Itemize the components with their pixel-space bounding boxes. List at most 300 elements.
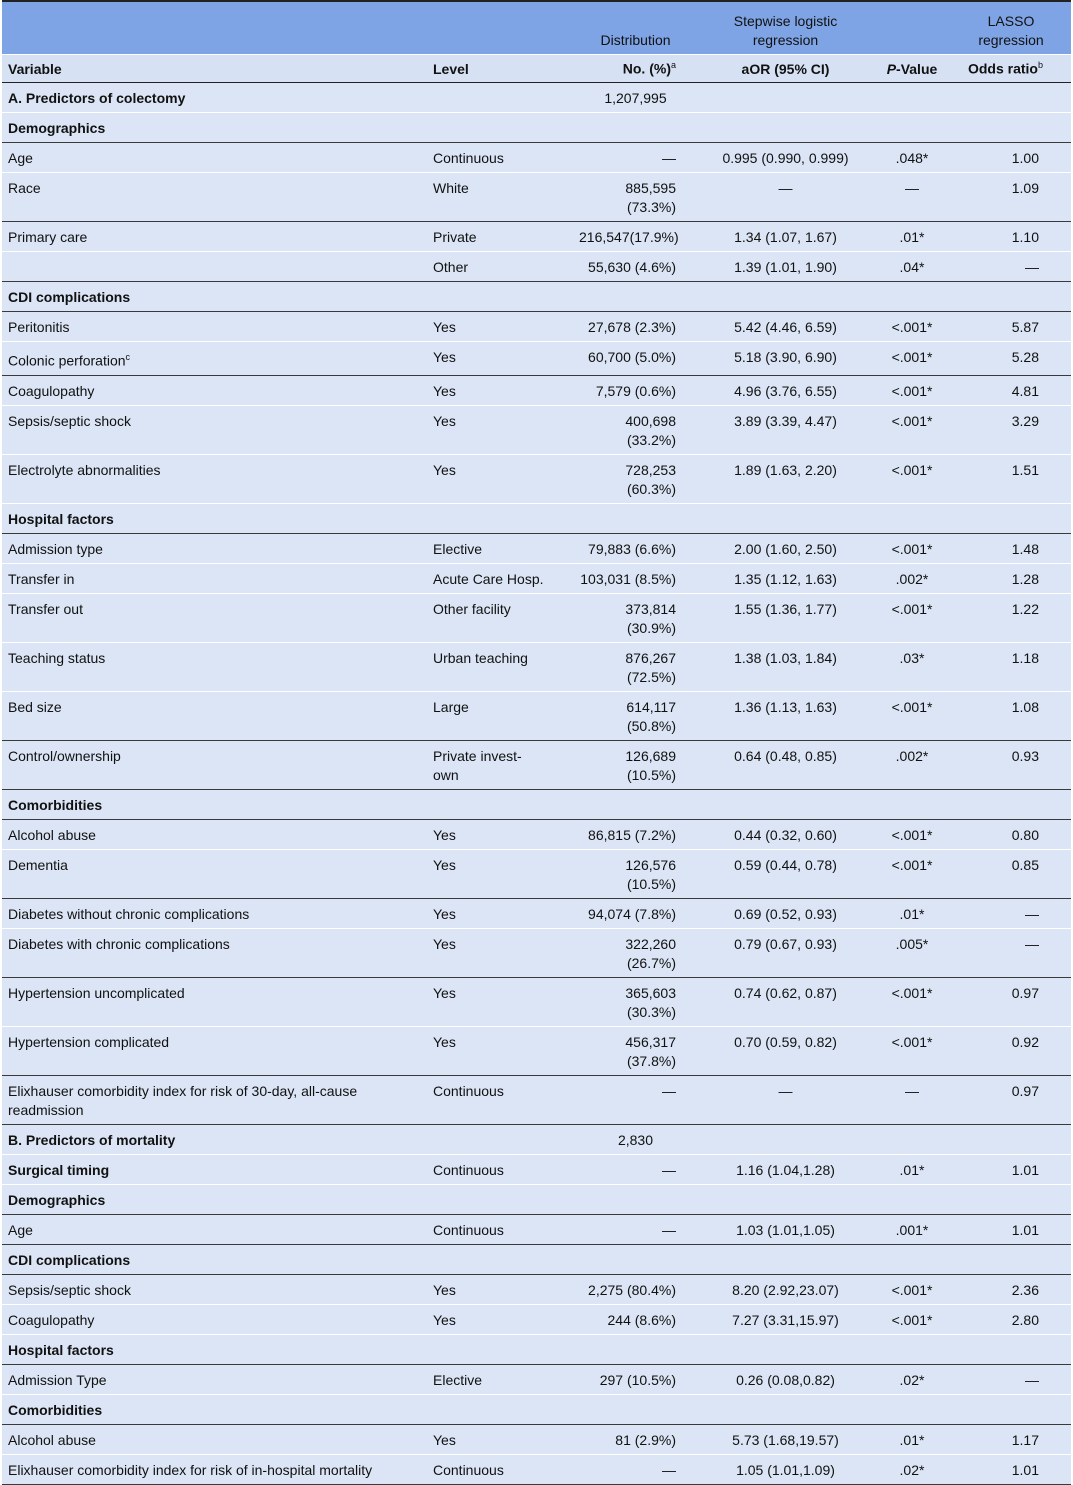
cell-level [427,1424,573,1454]
cell-aor [698,819,873,849]
cell-aor-text: 0.70 (0.59, 0.82) [734,1033,837,1050]
table-row [2,1274,1071,1304]
cell-level-text: Continuous [433,1082,504,1099]
cell-odds-ratio [951,312,1071,342]
cell-level [427,143,573,173]
cell-variable-text: Comorbidities [8,1401,103,1418]
cell-level-text: Yes [433,461,456,478]
header-no-pct: No. (%)$^a$ [573,55,698,83]
cell-variable [2,503,427,533]
table-row [2,1364,1071,1394]
cell-p-value [873,849,951,898]
cell-level-text: Yes [433,905,456,922]
table-row [2,1244,1071,1274]
cell-p-value [873,898,951,928]
cell-p-value-text: .01* [899,1431,925,1448]
cell-variable [2,642,427,691]
cell-p-value [873,928,951,977]
cell-aor [698,691,873,740]
cell-p-value-text: .01* [899,1161,925,1178]
table-row [2,503,1071,533]
header-group-row [2,1,1071,55]
cell-odds-ratio [951,1214,1071,1244]
cell-distribution [573,740,698,789]
cell-variable [2,1274,427,1304]
cell-level [427,222,573,252]
cell-variable [2,312,427,342]
cell-variable-text: B. Predictors of mortality [8,1131,176,1148]
cell-distribution [573,849,698,898]
cell-p-value [873,83,951,113]
cell-variable-text: Transfer out [8,600,83,617]
cell-distribution-text: 81 (2.9%) [615,1431,676,1448]
cell-distribution [573,454,698,503]
cell-odds-ratio [951,1075,1071,1124]
cell-level [427,113,573,143]
cell-p-value-text: <.001* [891,382,933,399]
cell-aor [698,849,873,898]
cell-distribution [573,928,698,977]
header-column-row [2,55,1071,83]
cell-level [427,342,573,376]
cell-variable [2,1424,427,1454]
header-p-value: P-Value [873,55,951,83]
cell-distribution-text: 86,815 (7.2%) [588,826,676,843]
cell-variable [2,375,427,405]
cell-p-value [873,789,951,819]
cell-odds-ratio [951,691,1071,740]
table-row [2,642,1071,691]
cell-p-value [873,405,951,454]
cell-distribution [573,375,698,405]
table-row [2,849,1071,898]
cell-p-value-text: .02* [899,1371,925,1388]
cell-odds-ratio [951,405,1071,454]
cell-variable-text: Surgical timing [8,1161,110,1178]
cell-aor-text: 1.03 (1.01,1.05) [736,1221,835,1238]
cell-variable-text: Coagulopathy [8,1311,95,1328]
cell-variable-text: Age [8,1221,33,1238]
cell-aor-text: 5.18 (3.90, 6.90) [734,349,837,365]
cell-level [427,405,573,454]
cell-distribution [573,1026,698,1075]
cell-level [427,1026,573,1075]
cell-distribution [573,503,698,533]
table-row [2,83,1071,113]
cell-variable-text: Elixhauser comorbidity index for risk of 30-day, all-cause readmission [8,1082,358,1118]
cell-distribution [573,1364,698,1394]
cell-distribution-text: 126,689 (10.5%) [625,747,676,783]
cell-distribution-text: 728,253 (60.3%) [625,461,676,497]
cell-distribution-text: 126,576 (10.5%) [625,856,676,892]
cell-variable [2,1244,427,1274]
cell-level-text: Yes [433,1033,456,1050]
cell-variable-text: Transfer in [8,570,75,587]
cell-odds-ratio [951,819,1071,849]
cell-level [427,375,573,405]
table-row [2,454,1071,503]
cell-p-value [873,375,951,405]
cell-level-text: Large [433,698,469,715]
cell-p-value [873,1184,951,1214]
cell-distribution-text: 373,814 (30.9%) [625,600,676,636]
cell-aor-text: 0.995 (0.990, 0.999) [722,150,849,166]
cell-variable [2,819,427,849]
cell-level [427,1154,573,1184]
cell-distribution [573,1124,698,1154]
cell-distribution-text: 322,260 (26.7%) [625,935,676,971]
header-distribution: Distribution [573,1,698,55]
cell-level [427,173,573,222]
cell-level [427,1184,573,1214]
cell-variable [2,342,427,376]
cell-p-value [873,819,951,849]
cell-variable [2,113,427,143]
cell-variable-text: Demographics [8,1191,106,1208]
cell-odds-ratio-text: 1.00 [1011,150,1039,166]
cell-variable-text: Dementia [8,856,68,873]
cell-variable [2,1334,427,1364]
cell-variable [2,977,427,1026]
cell-aor [698,1214,873,1244]
cell-variable [2,789,427,819]
cell-distribution-text: 885,595 (73.3%) [625,180,676,215]
cell-odds-ratio-text: 1.22 [1011,600,1039,617]
cell-level [427,533,573,563]
cell-level [427,1214,573,1244]
cell-p-value [873,1274,951,1304]
cell-distribution-text: 400,698 (33.2%) [625,412,676,448]
cell-variable [2,1304,427,1334]
cell-odds-ratio [951,563,1071,593]
cell-aor [698,789,873,819]
cell-aor [698,1075,873,1124]
cell-p-value [873,740,951,789]
cell-distribution-text: 2,275 (80.4%) [588,1281,676,1298]
cell-p-value-text: <.001* [891,698,933,715]
table-row [2,533,1071,563]
cell-level-text: Elective [433,540,483,557]
cell-p-value [873,282,951,312]
cell-odds-ratio [951,252,1071,282]
cell-variable-text: Bed size [8,698,62,715]
cell-odds-ratio [951,454,1071,503]
cell-distribution [573,312,698,342]
cell-odds-ratio [951,977,1071,1026]
cell-variable [2,1454,427,1484]
cell-odds-ratio-text: 1.28 [1011,570,1039,587]
cell-odds-ratio [951,642,1071,691]
cell-odds-ratio [951,789,1071,819]
cell-p-value-text: <.001* [891,1311,933,1328]
cell-distribution-text: — [662,1461,676,1478]
header-aor: aOR (95% CI) [698,55,873,83]
cell-level-text: Acute Care Hosp. [433,570,544,587]
cell-variable-text: A. Predictors of colectomy [8,90,186,106]
cell-level-text: Yes [433,319,456,335]
cell-distribution-text: — [662,1221,676,1238]
cell-variable [2,1214,427,1244]
cell-variable [2,563,427,593]
table-row [2,1214,1071,1244]
cell-aor [698,977,873,1026]
cell-aor [698,1424,873,1454]
cell-aor [698,928,873,977]
cell-odds-ratio-text: 1.01 [1011,1161,1039,1178]
cell-aor-text: 0.44 (0.32, 0.60) [734,826,837,843]
cell-level [427,1075,573,1124]
cell-variable-text: Primary care [8,229,88,245]
cell-aor-text: 0.59 (0.44, 0.78) [734,856,837,873]
cell-odds-ratio-text: 2.36 [1011,1281,1039,1298]
cell-odds-ratio-text: 1.18 [1011,649,1039,666]
cell-odds-ratio-text: — [1025,259,1039,275]
cell-distribution [573,342,698,376]
cell-distribution [573,1304,698,1334]
cell-aor [698,405,873,454]
cell-odds-ratio-text: 0.80 [1011,826,1039,843]
cell-variable-text: Peritonitis [8,319,70,335]
cell-distribution [573,1394,698,1424]
cell-odds-ratio-text: 5.28 [1011,349,1039,365]
cell-p-value [873,1364,951,1394]
cell-level [427,593,573,642]
cell-odds-ratio-text: 0.97 [1011,984,1039,1001]
cell-variable-text: Race [8,180,41,196]
cell-odds-ratio-text: — [1025,935,1039,952]
cell-distribution [573,1274,698,1304]
cell-level-text: Yes [433,1431,456,1448]
table-row [2,282,1071,312]
header-lasso: LASSO regression [951,1,1071,55]
cell-variable-text: Diabetes without chronic complications [8,905,250,922]
cell-p-value [873,1334,951,1364]
cell-p-value-text: .001* [895,1221,929,1238]
cell-distribution [573,143,698,173]
cell-variable [2,593,427,642]
table-row [2,740,1071,789]
cell-odds-ratio-text: 1.51 [1011,461,1039,478]
cell-distribution-text: 94,074 (7.8%) [588,905,676,922]
cell-level-text: Yes [433,826,456,843]
table-row [2,1075,1071,1124]
cell-p-value-text: <.001* [891,856,933,873]
header-odds-ratio: Odds ratio$^b$ [951,55,1071,83]
cell-odds-ratio [951,1184,1071,1214]
cell-level [427,789,573,819]
cell-p-value-text: .048* [895,150,929,166]
cell-variable-text: Age [8,150,33,166]
cell-p-value [873,977,951,1026]
cell-aor [698,1026,873,1075]
cell-p-value [873,113,951,143]
cell-level-text: White [433,180,469,196]
cell-variable [2,1154,427,1184]
cell-distribution [573,533,698,563]
cell-odds-ratio-text: 1.01 [1011,1221,1039,1238]
cell-distribution-text: 7,579 (0.6%) [595,382,676,399]
cell-distribution [573,642,698,691]
cell-aor [698,1184,873,1214]
table-body [2,83,1071,1485]
cell-odds-ratio [951,173,1071,222]
cell-aor-text: 0.79 (0.67, 0.93) [734,935,837,952]
cell-aor-text: 5.73 (1.68,19.57) [732,1431,839,1448]
cell-distribution [573,1244,698,1274]
cell-aor [698,1334,873,1364]
cell-p-value-text: .005* [895,935,929,952]
cell-p-value [873,1154,951,1184]
cell-variable [2,143,427,173]
cell-p-value [873,454,951,503]
cell-odds-ratio-text: 1.48 [1011,540,1039,557]
cell-odds-ratio [951,222,1071,252]
table-row [2,1026,1071,1075]
cell-level [427,1304,573,1334]
cell-variable [2,222,427,252]
cell-p-value [873,1304,951,1334]
cell-odds-ratio-text: 1.10 [1011,229,1039,245]
cell-variable-text: Alcohol abuse [8,826,96,843]
cell-distribution [573,1214,698,1244]
cell-aor [698,1454,873,1484]
cell-p-value-text: .04* [899,259,925,275]
cell-distribution [573,113,698,143]
table-row [2,789,1071,819]
cell-odds-ratio-text: 2.80 [1011,1311,1039,1328]
cell-odds-ratio-text: 0.92 [1011,1033,1039,1050]
cell-aor-text: 0.64 (0.48, 0.85) [734,747,837,764]
table-row [2,1424,1071,1454]
cell-level-text: Continuous [433,1161,504,1178]
table-row [2,312,1071,342]
cell-p-value-text: .03* [899,649,925,666]
cell-p-value [873,1124,951,1154]
cell-distribution-text: 456,317 (37.8%) [625,1033,676,1069]
cell-aor [698,222,873,252]
cell-p-value [873,1026,951,1075]
cell-level-text: Yes [433,935,456,952]
cell-variable [2,1394,427,1424]
cell-p-value-text: <.001* [891,826,933,843]
table-row [2,1124,1071,1154]
cell-distribution [573,691,698,740]
cell-level-text: Private invest-own [433,747,522,783]
cell-aor-text: 5.42 (4.46, 6.59) [734,319,837,335]
cell-variable-text: Teaching status [8,649,106,666]
cell-odds-ratio-text: 0.85 [1011,856,1039,873]
cell-p-value-text: — [905,180,919,196]
cell-level [427,503,573,533]
cell-level [427,83,573,113]
header-blank-variable [2,1,427,55]
cell-odds-ratio [951,1124,1071,1154]
cell-aor-text: 0.74 (0.62, 0.87) [734,984,837,1001]
cell-odds-ratio [951,740,1071,789]
cell-level-text: Yes [433,1311,456,1328]
cell-p-value-text: .002* [895,747,929,764]
table-row [2,928,1071,977]
cell-odds-ratio [951,928,1071,977]
cell-aor [698,1364,873,1394]
cell-aor-text: 1.55 (1.36, 1.77) [734,600,837,617]
cell-level-text: Urban teaching [433,649,528,666]
cell-p-value [873,143,951,173]
cell-level-text: Private [433,229,477,245]
table-row [2,977,1071,1026]
cell-odds-ratio [951,593,1071,642]
cell-odds-ratio [951,342,1071,376]
cell-p-value [873,173,951,222]
cell-variable [2,533,427,563]
cell-odds-ratio-text: 1.17 [1011,1431,1039,1448]
cell-p-value-text: <.001* [891,540,933,557]
cell-odds-ratio [951,282,1071,312]
cell-p-value [873,1214,951,1244]
footnote-b: b [1037,60,1043,71]
cell-odds-ratio [951,1304,1071,1334]
cell-variable-text: Alcohol abuse [8,1431,96,1448]
cell-distribution [573,405,698,454]
cell-aor [698,143,873,173]
cell-level [427,898,573,928]
cell-distribution [573,1424,698,1454]
cell-level [427,312,573,342]
cell-variable [2,928,427,977]
cell-distribution-text: 55,630 (4.6%) [588,259,676,275]
cell-aor-text: 1.35 (1.12, 1.63) [734,570,837,587]
table-row [2,1184,1071,1214]
cell-odds-ratio-text: 3.29 [1011,412,1039,429]
cell-aor-text: 1.36 (1.13, 1.63) [734,698,837,715]
cell-p-value [873,1454,951,1484]
cell-variable [2,252,427,282]
cell-level-text: Yes [433,1281,456,1298]
cell-distribution-text: 60,700 (5.0%) [588,349,676,365]
table-row [2,1304,1071,1334]
cell-variable-text: Colonic perforation [8,352,126,369]
cell-odds-ratio [951,143,1071,173]
cell-distribution-text: — [662,150,676,166]
cell-distribution-text: 614,117 (50.8%) [626,698,676,734]
cell-aor [698,740,873,789]
cell-aor-text: 8.20 (2.92,23.07) [732,1281,839,1298]
cell-p-value [873,593,951,642]
cell-variable [2,83,427,113]
footnote-a: a [670,60,676,71]
cell-variable-text: Control/ownership [8,747,121,764]
cell-level [427,928,573,977]
cell-distribution-text: 876,267 (72.5%) [625,649,676,685]
cell-p-value-text: .01* [899,905,925,922]
table-row [2,113,1071,143]
cell-distribution-text: 103,031 (8.5%) [580,570,676,587]
cell-variable-text: Hypertension complicated [8,1033,170,1050]
cell-variable [2,1124,427,1154]
cell-odds-ratio [951,83,1071,113]
cell-p-value [873,642,951,691]
cell-distribution [573,1184,698,1214]
cell-aor [698,312,873,342]
cell-p-value-text: <.001* [891,1281,933,1298]
cell-distribution [573,819,698,849]
table-row [2,405,1071,454]
cell-distribution [573,222,698,252]
cell-level [427,1244,573,1274]
cell-distribution-text: — [662,1082,676,1099]
cell-p-value [873,503,951,533]
cell-level [427,1124,573,1154]
